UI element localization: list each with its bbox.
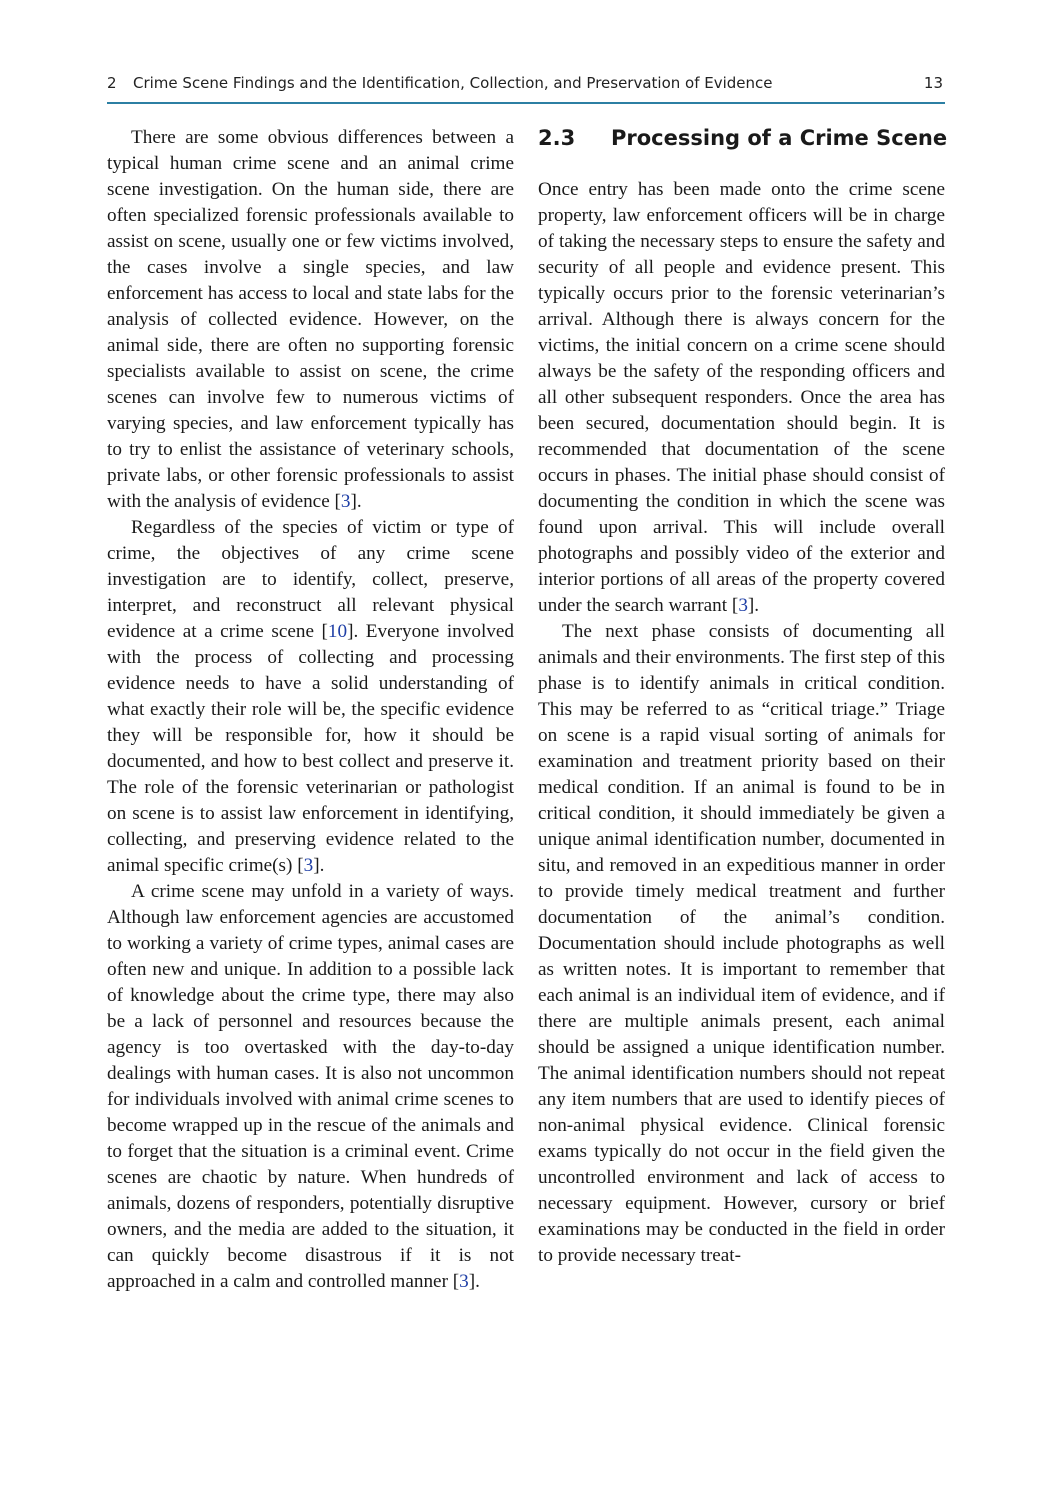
citation-link[interactable]: 3 — [459, 1271, 469, 1292]
citation-link[interactable]: 10 — [327, 621, 348, 642]
paragraph-text: Regardless of the species of victim or type of crime, the objectives of any crime scene investigation are to identify, collect, preserve, interpret, and reconstruct all relevant physical evidence at a crime scene [ — [107, 517, 514, 642]
running-head — [107, 72, 945, 104]
paragraph-text: ]. — [313, 855, 325, 876]
paragraph — [107, 515, 514, 879]
section-title: Processing of a Crime Scene — [611, 126, 948, 150]
paragraph — [107, 125, 514, 515]
paragraph-text: The next phase consists of documenting all animals and their environments. The first step of this phase is to identify animals in critical condition. This may be referred to as “critical triage.” Triage on scene is a rapid visual sorting of animals for examination and treatment priority based on their medical condition. If an animal is found to be in critical condition, it should immediately be given a unique animal identification number, documented in situ, and removed in an expeditious manner in order to provide timely medical treatment and further documentation of the animal’s condition. Documentation should include photographs as well as written notes. It is important to remember that each animal is an individual item of evidence, and if there are multiple animals present, each animal should be assigned a unique identification number. The animal identification numbers should not repeat any item numbers that are used to identify pieces of non-animal physical evidence. Clinical forensic exams typically do not occur in the field given the uncontrolled environment and lack of access to necessary equipment. However, cursory or brief examinations may be conducted in the field in order to provide necessary treat- — [538, 621, 945, 1266]
citation-link[interactable]: 3 — [340, 491, 351, 512]
chapter-number: 2 — [107, 74, 117, 92]
paragraph-text: ]. Everyone involved with the process of collecting and processing evidence needs to have a solid understanding of what exactly their role will be, the specific evidence they will be responsible for, how it should be documented, and how to best collect and preserve it. The role of the forensic veterinarian or pathologist on scene is to assist law enforcement in identifying, collecting, and preserving evidence related to the animal specific crime(s) [ — [107, 621, 514, 876]
paragraph-text: There are some obvious differences between a typical human crime scene and an animal crime scene investigation. On the human side, there are often specialized forensic professionals available to assist on scene, usually one or few victims involved, the cases involve a single species, and law enforcement has access to local and state labs for the analysis of collected evidence. However, on the animal side, there are often no supporting forensic specialists available to assist on scene, the crime scenes can involve few to numerous victims of varying species, and law enforcement typically has to try to enlist the assistance of veterinary schools, private labs, or other forensic professionals to assist with the analysis of evidence [ — [107, 127, 514, 512]
page-number: 13 — [923, 74, 943, 92]
paragraph-text: A crime scene may unfold in a variety of ways. Although law enforcement agencies are accustomed to working a variety of crime types, animal cases are often new and unique. In addition to a possible lack of knowledge about the crime type, there may also be a lack of personnel and resources because the agency is too overtasked with the day-to-day dealings with human cases. It is also not uncommon for individuals involved with animal crime scenes to become wrapped up in the rescue of the animals and to forget that the situation is a criminal event. Crime scenes are chaotic by nature. When hundreds of animals, dozens of responders, potentially disruptive owners, and the media are added to the situation, it can quickly become disastrous if it is not approached in a calm and controlled manner [ — [107, 881, 514, 1292]
paragraph-text: ]. — [468, 1271, 480, 1292]
paragraph — [538, 177, 945, 619]
citation-link[interactable]: 3 — [738, 595, 748, 616]
citation-link[interactable]: 3 — [303, 855, 314, 876]
chapter-title: Crime Scene Findings and the Identification, Collection, and Preservation of Evidence — [133, 74, 773, 92]
paragraph-text: Once entry has been made onto the crime scene property, law enforcement officers will be in charge of taking the necessary steps to ensure the safety and security of all people and evidence present. This typically occurs prior to the forensic veterinarian’s arrival. Although there is always concern for the victims, the initial concern on a crime scene should always be the safety of the responding officers and all other subsequent responders. Once the area has been secured, documentation should begin. It is recommended that documentation of the scene occurs in phases. The initial phase should consist of documenting the condition in which the scene was found upon arrival. This will include overall photographs and possibly video of the exterior and interior portions of all areas of the property covered under the search warrant [ — [538, 179, 945, 616]
paragraph-text: ]. — [350, 491, 362, 512]
section-number: 2.3 — [538, 126, 576, 150]
paragraph — [107, 879, 514, 1295]
section-heading — [538, 125, 948, 151]
left-column — [107, 125, 514, 1295]
paragraph — [538, 619, 945, 1269]
paragraph-text: ]. — [747, 595, 760, 616]
right-column — [538, 125, 948, 1269]
